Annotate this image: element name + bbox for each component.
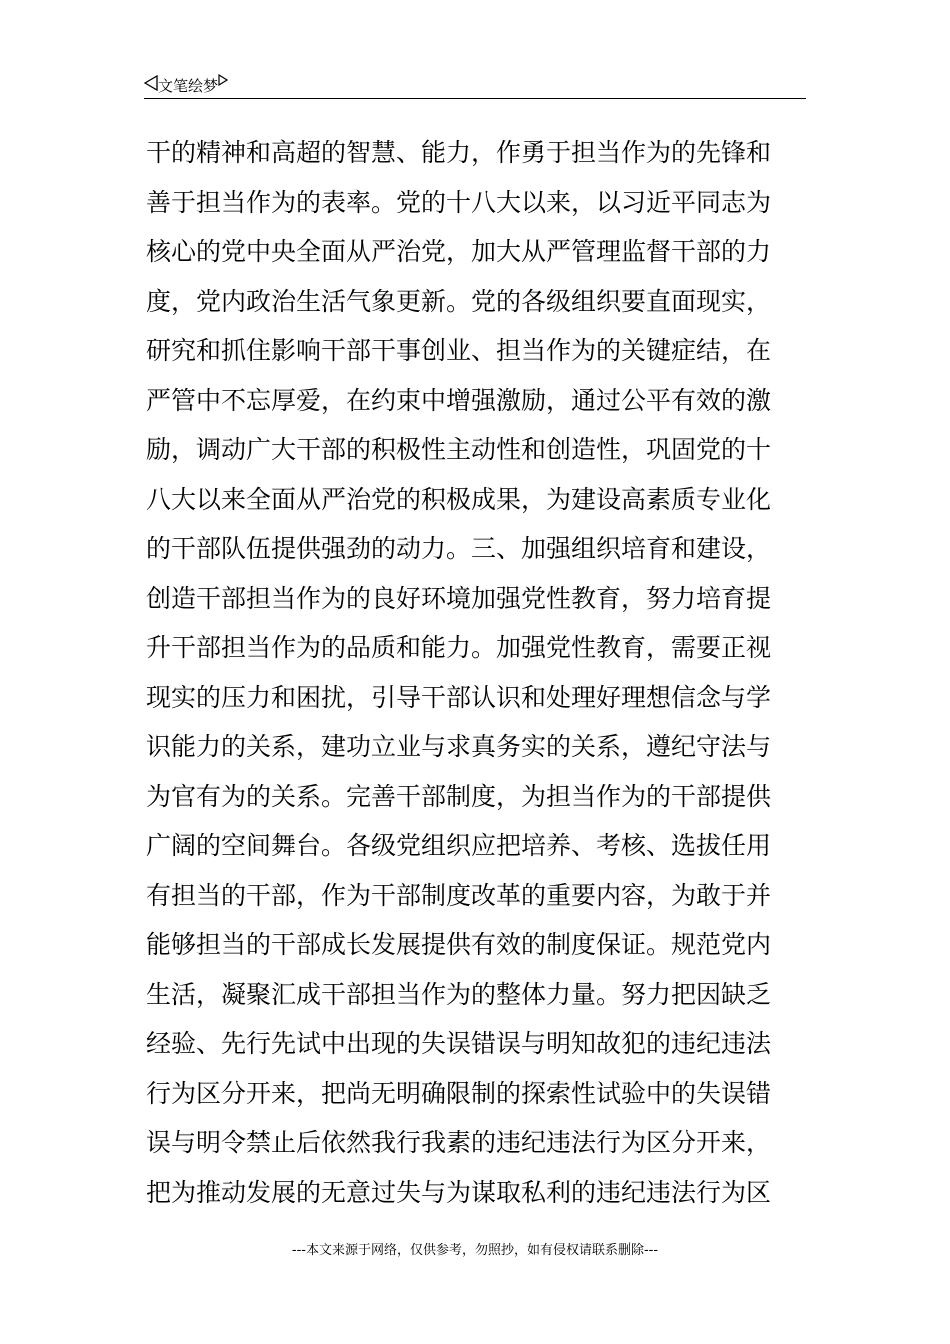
triangle-left-outline-icon	[144, 75, 158, 96]
text-line: 经验、先行先试中出现的失误错误与明知故犯的违纪违法	[146, 1029, 772, 1058]
text-line: 创造干部担当作为的良好环境加强党性教育，努力培育提	[146, 583, 772, 613]
text-line: 为官有为的关系。完善干部制度，为担当作为的干部提供	[146, 781, 772, 811]
text-line: 广阔的空间舞台。各级党组织应把培养、考核、选拔任用	[146, 831, 772, 860]
text-line: 善于担当作为的表率。党的十八大以来，以习近平同志为	[146, 187, 772, 217]
text-line: 现实的压力和困扰，引导干部认识和处理好理想信念与学	[146, 682, 772, 712]
text-line: 的干部队伍提供强劲的动力。三、加强组织培育和建设，	[146, 534, 772, 563]
footer-disclaimer: ---本文来源于网络，仅供参考，勿照抄，如有侵权请联系删除---	[291, 1243, 659, 1258]
text-line: 生活，凝聚汇成干部担当作为的整体力量。努力把因缺乏	[146, 979, 772, 1009]
text-line: 八大以来全面从严治党的积极成果，为建设高素质专业化	[146, 484, 772, 514]
text-line: 严管中不忘厚爱，在约束中增强激励，通过公平有效的激	[146, 385, 772, 415]
triangle-right-outline-icon	[218, 74, 228, 97]
text-line: 升干部担当作为的品质和能力。加强党性教育，需要正视	[146, 633, 772, 662]
header-title: 文笔绘梦	[158, 76, 219, 95]
page-header	[144, 74, 806, 99]
text-line: 励，调动广大干部的积极性主动性和创造性，巩固党的十	[146, 435, 772, 464]
document-body	[146, 128, 808, 1217]
text-line: 把为推动发展的无意过失与为谋取私利的违纪违法行为区	[146, 1177, 772, 1207]
text-line: 干的精神和高超的智慧、能力，作勇于担当作为的先锋和	[146, 138, 772, 167]
text-line: 核心的党中央全面从严治党，加大从严管理监督干部的力	[146, 237, 772, 266]
text-line: 行为区分开来，把尚无明确限制的探索性试验中的失误错	[146, 1078, 772, 1108]
text-line: 能够担当的干部成长发展提供有效的制度保证。规范党内	[146, 930, 772, 959]
text-line: 度，党内政治生活气象更新。党的各级组织要直面现实，	[146, 286, 772, 316]
text-line: 识能力的关系，建功立业与求真务实的关系，遵纪守法与	[146, 732, 772, 761]
text-line: 有担当的干部，作为干部制度改革的重要内容，为敢于并	[146, 880, 772, 910]
text-line: 研究和抓住影响干部干事创业、担当作为的关键症结，在	[146, 336, 772, 365]
text-line: 误与明令禁止后依然我行我素的违纪违法行为区分开来，	[146, 1128, 772, 1157]
